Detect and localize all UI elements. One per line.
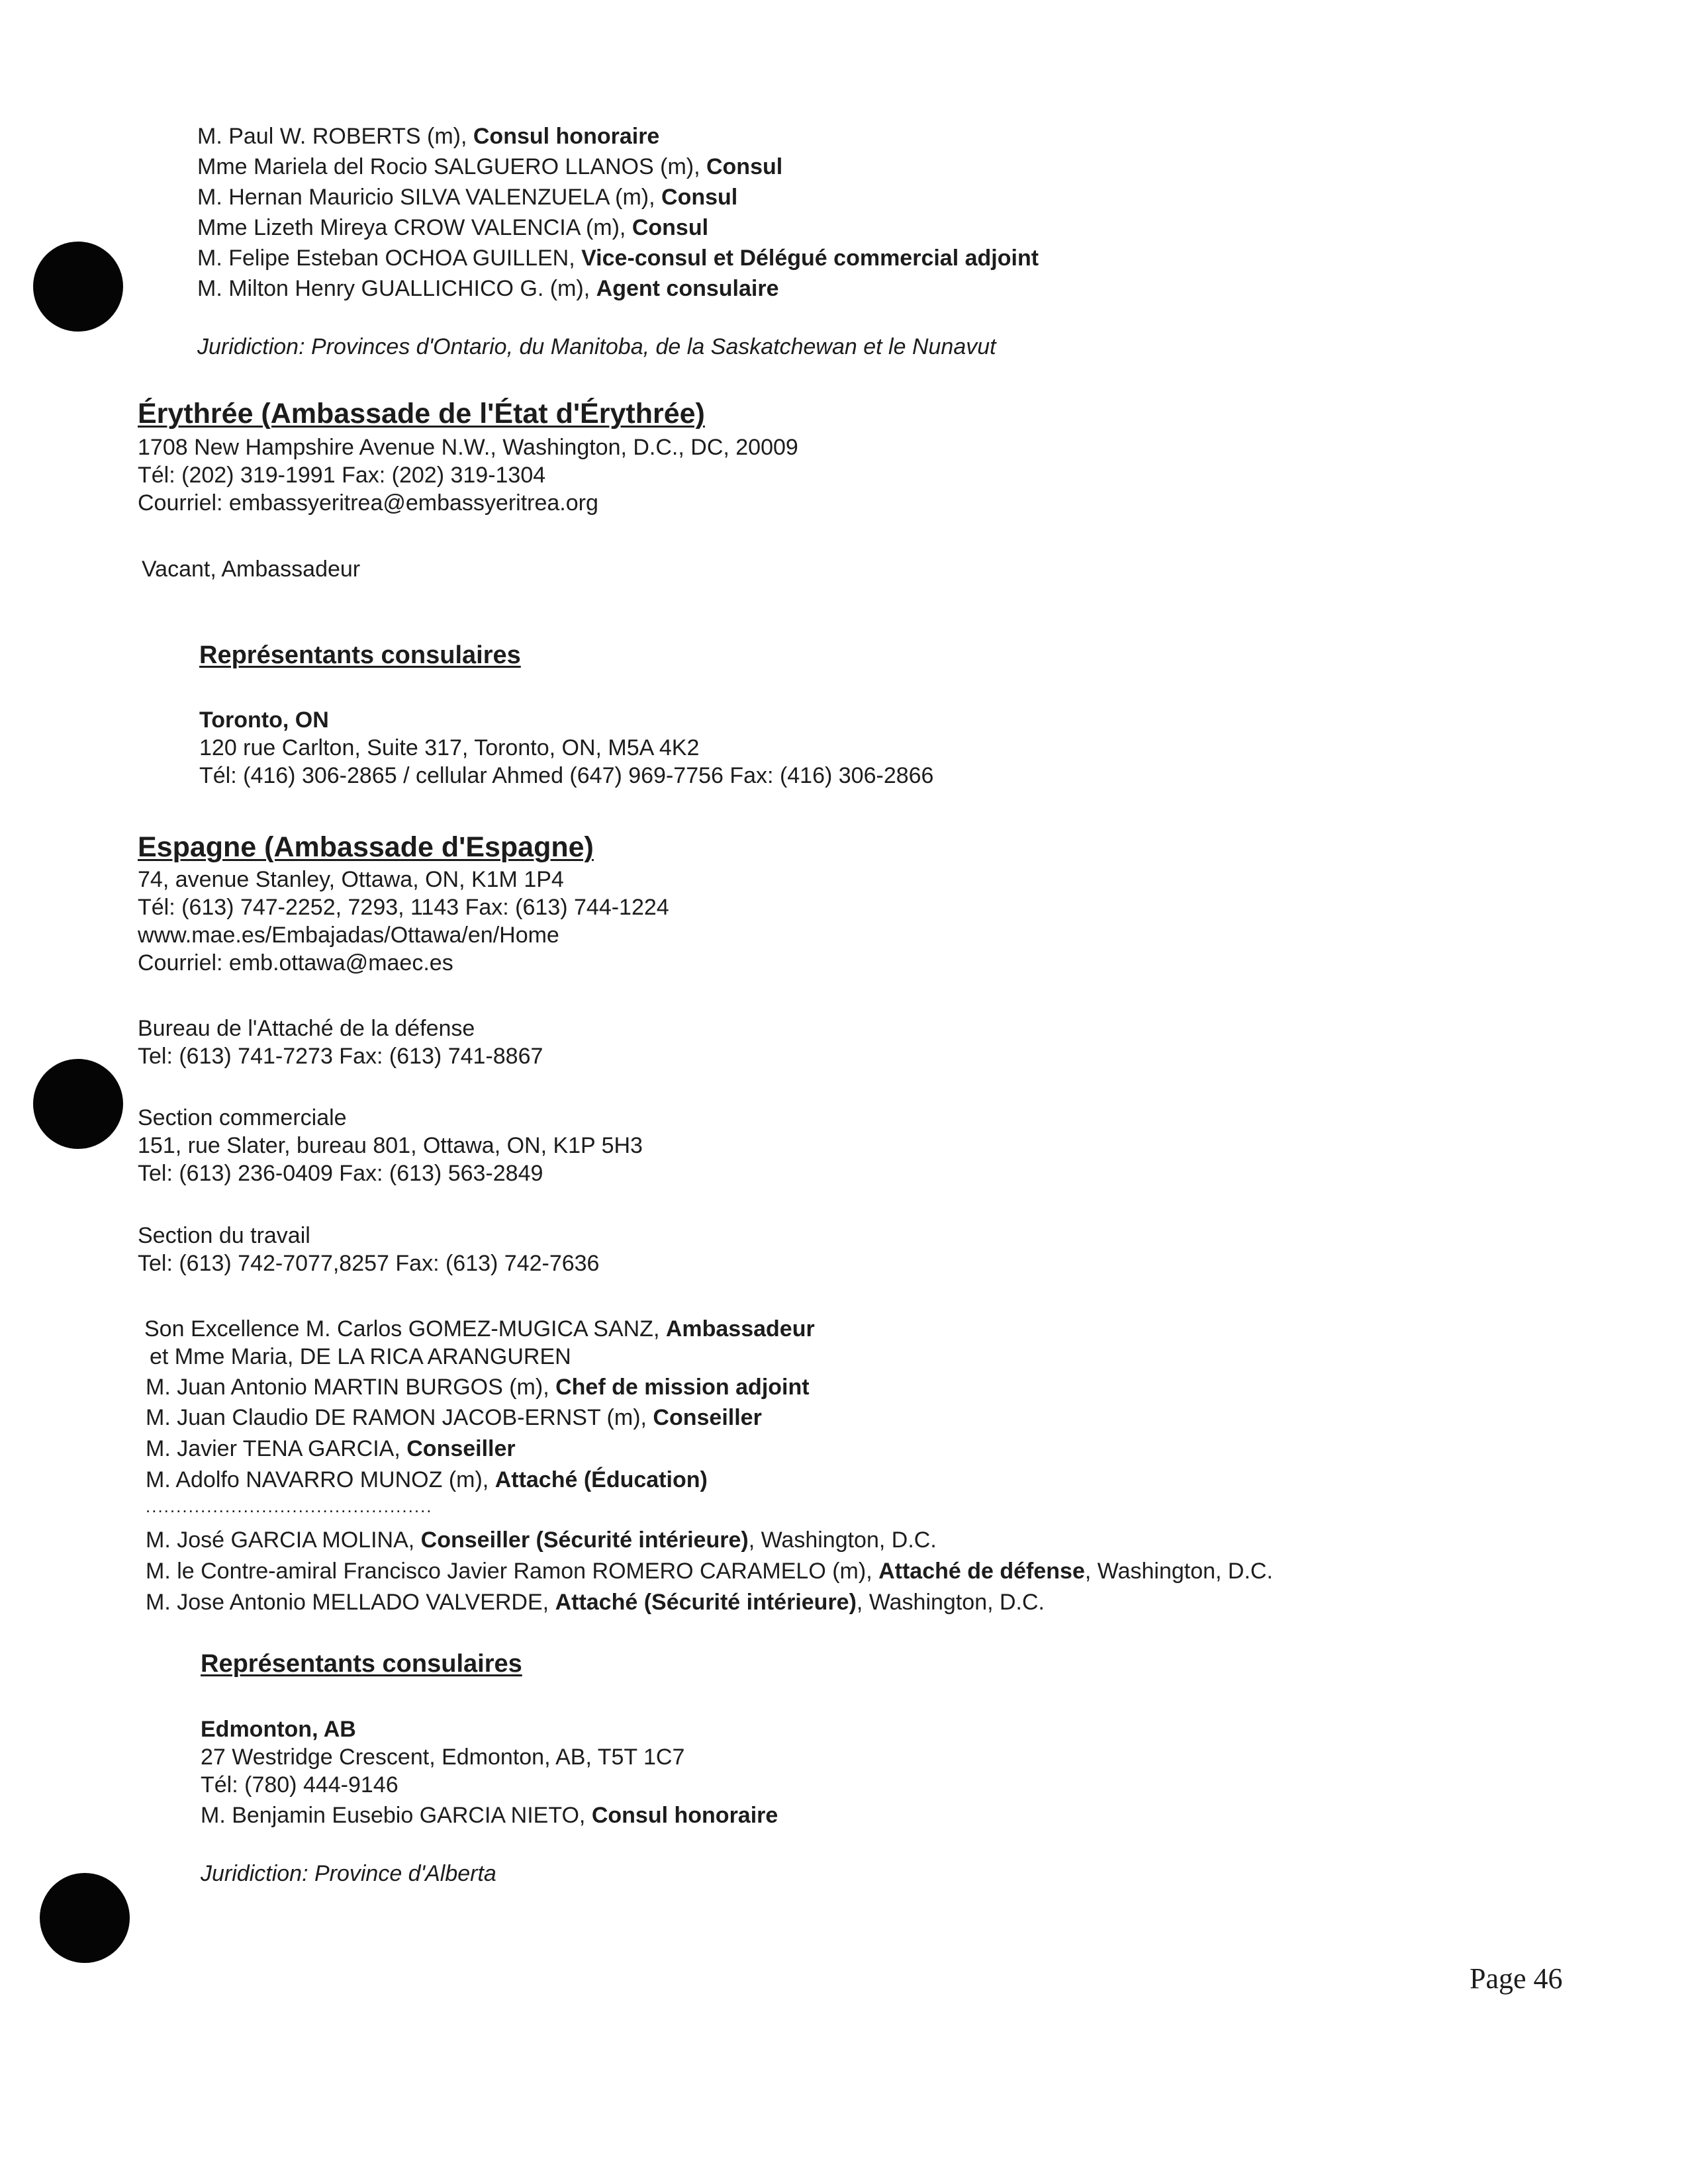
spain-ambassador: Son Excellence M. Carlos GOMEZ-MUGICA SANZ, Ambassadeur [144, 1316, 815, 1342]
commercial-section-address: 151, rue Slater, bureau 801, Ottawa, ON, K1P 5H3 [138, 1133, 643, 1158]
eritrea-consulate-address: 120 rue Carlton, Suite 317, Toronto, ON, M5A 4K2 [199, 735, 700, 760]
staff-entry: M. Juan Claudio DE RAMON JACOB-ERNST (m), Conseiller [146, 1405, 762, 1430]
spain-heading: Espagne (Ambassade d'Espagne) [138, 831, 594, 863]
washington-staff-entry: M. Jose Antonio MELLADO VALVERDE, Attaché (Sécurité intérieure), Washington, D.C. [146, 1590, 1045, 1615]
ambassador-spouse: et Mme Maria, DE LA RICA ARANGUREN [150, 1344, 571, 1369]
commercial-section-title: Section commerciale [138, 1105, 347, 1130]
hole-punch-middle [33, 1059, 123, 1149]
labour-section-phone: Tel: (613) 742-7077,8257 Fax: (613) 742-7636 [138, 1251, 600, 1276]
spain-consular-heading: Représentants consulaires [201, 1650, 522, 1678]
spain-phone: Tél: (613) 747-2252, 7293, 1143 Fax: (613) 744-1224 [138, 895, 669, 920]
spain-consulate-city: Edmonton, AB [201, 1717, 356, 1742]
spain-consulate-phone: Tél: (780) 444-9146 [201, 1772, 399, 1797]
eritrea-consulate-phone: Tél: (416) 306-2865 / cellular Ahmed (647) 969-7756 Fax: (416) 306-2866 [199, 763, 934, 788]
eritrea-ambassador: Vacant, Ambassadeur [142, 557, 361, 582]
eritrea-email: Courriel: embassyeritrea@embassyeritrea.org [138, 490, 598, 516]
staff-entry: M. Javier TENA GARCIA, Conseiller [146, 1436, 516, 1461]
jurisdiction-note: Juridiction: Provinces d'Ontario, du Manitoba, de la Saskatchewan et le Nunavut [197, 334, 996, 359]
staff-entry: M. Milton Henry GUALLICHICO G. (m), Agent consulaire [197, 276, 779, 301]
staff-entry: Mme Mariela del Rocio SALGUERO LLANOS (m), Consul [197, 154, 783, 179]
staff-entry: M. Felipe Esteban OCHOA GUILLEN, Vice-consul et Délégué commercial adjoint [197, 246, 1039, 271]
labour-section-title: Section du travail [138, 1223, 310, 1248]
spain-address: 74, avenue Stanley, Ottawa, ON, K1M 1P4 [138, 867, 564, 892]
eritrea-phone: Tél: (202) 319-1991 Fax: (202) 319-1304 [138, 463, 546, 488]
defense-office-title: Bureau de l'Attaché de la défense [138, 1016, 475, 1041]
honorary-consul: M. Benjamin Eusebio GARCIA NIETO, Consul honoraire [201, 1803, 778, 1828]
spain-email: Courriel: emb.ottawa@maec.es [138, 950, 453, 976]
washington-staff-entry: M. le Contre-amiral Francisco Javier Ramon ROMERO CARAMELO (m), Attaché de défense, Washington, D.C. [146, 1559, 1273, 1584]
staff-entry: M. Paul W. ROBERTS (m), Consul honoraire [197, 124, 660, 149]
hole-punch-bottom [40, 1873, 130, 1963]
jurisdiction-note: Juridiction: Province d'Alberta [201, 1861, 496, 1886]
hole-punch-top [33, 242, 123, 332]
commercial-section-phone: Tel: (613) 236-0409 Fax: (613) 563-2849 [138, 1161, 543, 1186]
staff-entry: Mme Lizeth Mireya CROW VALENCIA (m), Consul [197, 215, 709, 240]
dotted-separator: ............................................... [146, 1496, 433, 1516]
washington-staff-entry: M. José GARCIA MOLINA, Conseiller (Sécurité intérieure), Washington, D.C. [146, 1527, 937, 1553]
defense-office-phone: Tel: (613) 741-7273 Fax: (613) 741-8867 [138, 1044, 543, 1069]
eritrea-heading: Érythrée (Ambassade de l'État d'Érythrée) [138, 398, 705, 430]
eritrea-address: 1708 New Hampshire Avenue N.W., Washington, D.C., DC, 20009 [138, 435, 798, 460]
staff-entry: M. Juan Antonio MARTIN BURGOS (m), Chef de mission adjoint [146, 1375, 810, 1400]
eritrea-consulate-city: Toronto, ON [199, 707, 329, 733]
staff-entry: M. Hernan Mauricio SILVA VALENZUELA (m), Consul [197, 185, 738, 210]
staff-entry: M. Adolfo NAVARRO MUNOZ (m), Attaché (Éducation) [146, 1467, 708, 1492]
page-number: Page 46 [1470, 1962, 1563, 1995]
spain-consulate-address: 27 Westridge Crescent, Edmonton, AB, T5T 1C7 [201, 1745, 685, 1770]
eritrea-consular-heading: Représentants consulaires [199, 641, 521, 669]
spain-website: www.mae.es/Embajadas/Ottawa/en/Home [138, 923, 559, 948]
